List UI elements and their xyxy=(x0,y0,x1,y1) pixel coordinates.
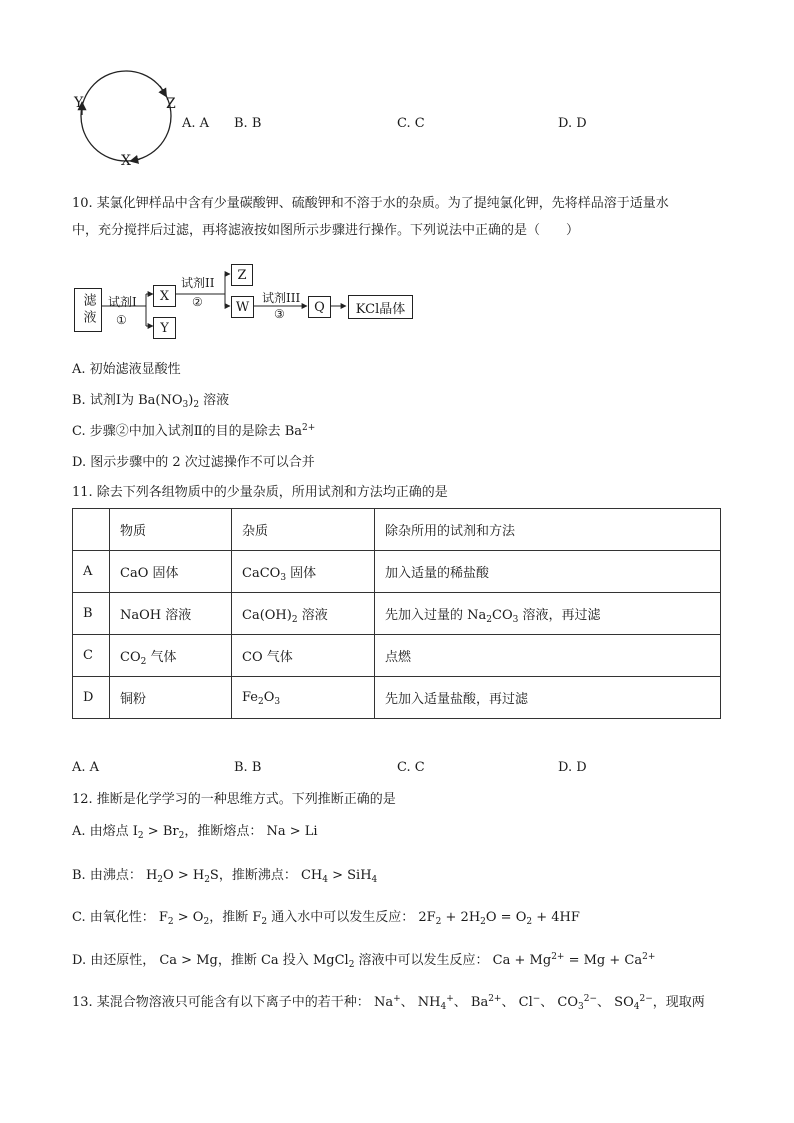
q13-t: ，现取两 xyxy=(652,995,705,1010)
impurity-sub: 2 xyxy=(258,697,264,707)
impurity-sub: 3 xyxy=(280,573,287,583)
q9-option-d[interactable]: D. D xyxy=(558,116,587,131)
flow-q-label: Q xyxy=(314,299,325,315)
flow-y-label: Y xyxy=(160,320,169,336)
flow-box-product xyxy=(348,295,413,319)
flow-step1: ① xyxy=(116,313,127,327)
q10-b-text1: B. 试剂Ⅰ为 Ba(NO xyxy=(72,393,183,408)
q9-option-c[interactable]: C. C xyxy=(397,116,425,131)
q12-c-s: 2 xyxy=(435,917,442,927)
flow-product-label: KCl晶体 xyxy=(355,301,406,317)
q10-stem-line2: 中，充分搅拌后过滤，再将滤液按如图所示步骤进行操作。下列说法中正确的是（ ） xyxy=(72,223,580,238)
q12-c-t: 通入水中可以发生反应： 2F xyxy=(267,910,436,925)
q12-c-t: + 2H xyxy=(441,910,481,925)
q13-t: 13. 某混合物溶液只可能含有以下离子中的若干种： Na xyxy=(72,995,394,1010)
row-method: 加入适量的稀盐酸 xyxy=(375,551,721,593)
row-substance: NaOH 溶液 xyxy=(110,593,232,635)
row-label: A xyxy=(73,551,110,593)
method-text: 溶液，再过滤 xyxy=(518,608,601,623)
q10-c-text: C. 步骤②中加入试剂Ⅱ的目的是除去 Ba xyxy=(72,424,303,439)
table-header-cell: 杂质 xyxy=(232,509,375,551)
q11-table xyxy=(72,508,721,719)
row-impurity: CO 气体 xyxy=(232,635,375,677)
substance-text: CO xyxy=(120,650,141,665)
q11-option-c[interactable]: C. C xyxy=(397,760,425,775)
q13-sup: + xyxy=(446,994,454,1004)
method-sub: 3 xyxy=(512,615,519,625)
impurity-sub: 3 xyxy=(274,697,281,707)
q12-option-d[interactable] xyxy=(72,952,655,970)
flow-box-z xyxy=(231,264,253,286)
q13-t: 、 Ba xyxy=(453,995,489,1010)
table-header-row xyxy=(73,509,721,551)
table-row xyxy=(73,551,721,593)
table-header-cell: 除杂所用的试剂和方法 xyxy=(375,509,721,551)
q9-option-a[interactable]: A. A xyxy=(182,116,210,131)
q13-sup: 2+ xyxy=(488,994,502,1004)
q12-b-s: 4 xyxy=(371,875,378,885)
row-substance: CaO 固体 xyxy=(110,551,232,593)
q10-b-text3: 溶液 xyxy=(199,393,230,408)
q10-option-d[interactable]: D. 图示步骤中的 2 次过滤操作不可以合并 xyxy=(72,455,315,470)
q12-b-s: 2 xyxy=(157,875,164,885)
q12-a-s: 2 xyxy=(137,831,144,841)
q12-c-t: C. 由氧化性： F xyxy=(72,910,168,925)
q13-t: 、 NH xyxy=(400,995,441,1010)
q12-c-s: 2 xyxy=(203,917,210,927)
flow-z-label: Z xyxy=(237,267,247,283)
row-substance xyxy=(110,635,232,677)
cycle-label-y: Y xyxy=(74,95,84,111)
q12-option-c[interactable] xyxy=(72,909,580,927)
flow-reagent2: 试剂II xyxy=(181,276,215,290)
q10-stem-line1: 10. 某氯化钾样品中含有少量碳酸钾、硫酸钾和不溶于水的杂质。为了提纯氯化钾，先将样品溶于适量水 xyxy=(72,196,669,211)
flow-filtrate-label: 滤液 xyxy=(80,293,96,327)
q10-b-sub1: 3 xyxy=(182,400,189,410)
q10-b-text2: ) xyxy=(188,393,194,408)
q13-stem xyxy=(72,994,705,1012)
q12-c-t: ，推断 F xyxy=(209,910,262,925)
table-header-cell xyxy=(73,509,110,551)
q12-b-t: > SiH xyxy=(327,868,372,883)
cycle-label-z: Z xyxy=(166,96,176,112)
impurity-text: Fe xyxy=(242,690,259,705)
q12-c-t: > O xyxy=(173,910,204,925)
table-row xyxy=(73,677,721,719)
q12-d-t: = Mg + Ca xyxy=(564,953,643,968)
impurity-sub: 2 xyxy=(291,615,298,625)
q12-a-t: > Br xyxy=(143,824,179,839)
q12-d-s: 2 xyxy=(348,960,355,970)
flow-reagent3: 试剂III xyxy=(262,291,301,305)
flow-box-w xyxy=(231,296,254,318)
flow-box-filtrate xyxy=(74,288,102,332)
q12-b-s: 2 xyxy=(204,875,210,885)
q12-d-t: 溶液中可以发生反应： Ca + Mg xyxy=(354,953,552,968)
q12-b-t: S，推断沸点： CH xyxy=(209,868,323,883)
q12-d-sup: 2+ xyxy=(551,952,565,962)
row-impurity xyxy=(232,551,375,593)
q13-t: 、 SO xyxy=(597,995,634,1010)
q12-c-t: + 4HF xyxy=(532,910,580,925)
impurity-text: CaCO xyxy=(242,566,281,581)
q13-sup: 2− xyxy=(639,994,653,1004)
q12-c-s: 2 xyxy=(480,917,486,927)
q12-c-t: O = O xyxy=(485,910,527,925)
q12-c-s: 2 xyxy=(261,917,268,927)
flow-box-y xyxy=(153,317,176,339)
q9-option-b[interactable]: B. B xyxy=(234,116,262,131)
row-impurity xyxy=(232,677,375,719)
flow-box-q xyxy=(308,296,331,318)
q13-t: 、 CO xyxy=(540,995,579,1010)
q10-option-a[interactable]: A. 初始滤液显酸性 xyxy=(72,362,181,377)
method-text: 先加入过量的 Na xyxy=(385,608,487,623)
row-method: 先加入适量盐酸，再过滤 xyxy=(375,677,721,719)
q12-c-s: 2 xyxy=(526,917,533,927)
table-header-cell: 物质 xyxy=(110,509,232,551)
q12-b-t: B. 由沸点： H xyxy=(72,868,158,883)
impurity-text: O xyxy=(263,690,275,705)
row-label: B xyxy=(73,593,110,635)
q11-option-a[interactable]: A. A xyxy=(72,760,100,775)
q10-option-b[interactable] xyxy=(72,392,229,410)
method-text: CO xyxy=(492,608,513,623)
impurity-text: 固体 xyxy=(286,566,317,581)
q12-a-t: ，推断熔点： Na > Li xyxy=(184,824,318,839)
flow-step2: ② xyxy=(192,295,203,309)
flow-box-x xyxy=(153,285,176,307)
table-row xyxy=(73,635,721,677)
q13-sup: − xyxy=(532,994,541,1004)
flow-reagent1: 试剂I xyxy=(108,295,137,309)
flow-x-label: X xyxy=(159,288,170,304)
q13-sub: 4 xyxy=(440,1002,447,1012)
q12-option-a[interactable] xyxy=(72,823,318,841)
row-method xyxy=(375,593,721,635)
row-method: 点燃 xyxy=(375,635,721,677)
q13-sub: 3 xyxy=(578,1002,584,1012)
q12-c-s: 2 xyxy=(167,917,174,927)
q12-stem: 12. 推断是化学学习的一种思维方式。下列推断正确的是 xyxy=(72,792,396,807)
q10-c-sup: 2+ xyxy=(302,423,316,433)
q12-b-s: 4 xyxy=(322,875,328,885)
substance-sub: 2 xyxy=(140,657,147,667)
table-row xyxy=(73,593,721,635)
q12-option-b[interactable] xyxy=(72,867,377,885)
cycle-label-x: X xyxy=(121,153,131,169)
q11-stem: 11. 除去下列各组物质中的少量杂质，所用试剂和方法均正确的是 xyxy=(72,485,448,500)
q13-sup: + xyxy=(393,994,401,1004)
q13-sup: 2− xyxy=(583,994,598,1004)
q10-option-c[interactable] xyxy=(72,423,315,441)
row-substance: 铜粉 xyxy=(110,677,232,719)
q13-sub: 4 xyxy=(633,1002,640,1012)
q11-option-d[interactable]: D. D xyxy=(558,760,587,775)
q12-d-t: D. 由还原性， Ca > Mg，推断 Ca 投入 MgCl xyxy=(72,953,349,968)
q12-a-s: 2 xyxy=(178,831,185,841)
q11-option-b[interactable]: B. B xyxy=(234,760,262,775)
method-sub: 2 xyxy=(486,615,492,625)
q12-d-sup: 2+ xyxy=(642,952,656,962)
row-label: C xyxy=(73,635,110,677)
substance-text: 气体 xyxy=(146,650,177,665)
flow-step3: ③ xyxy=(274,307,285,321)
q12-b-t: O > H xyxy=(163,868,205,883)
q12-a-t: A. 由熔点 I xyxy=(72,824,138,839)
impurity-text: 溶液 xyxy=(297,608,328,623)
flow-w-label: W xyxy=(235,299,250,315)
row-impurity xyxy=(232,593,375,635)
q10-b-sub2: 2 xyxy=(193,400,200,410)
impurity-text: Ca(OH) xyxy=(242,608,292,623)
q13-t: 、 Cl xyxy=(501,995,533,1010)
row-label: D xyxy=(73,677,110,719)
